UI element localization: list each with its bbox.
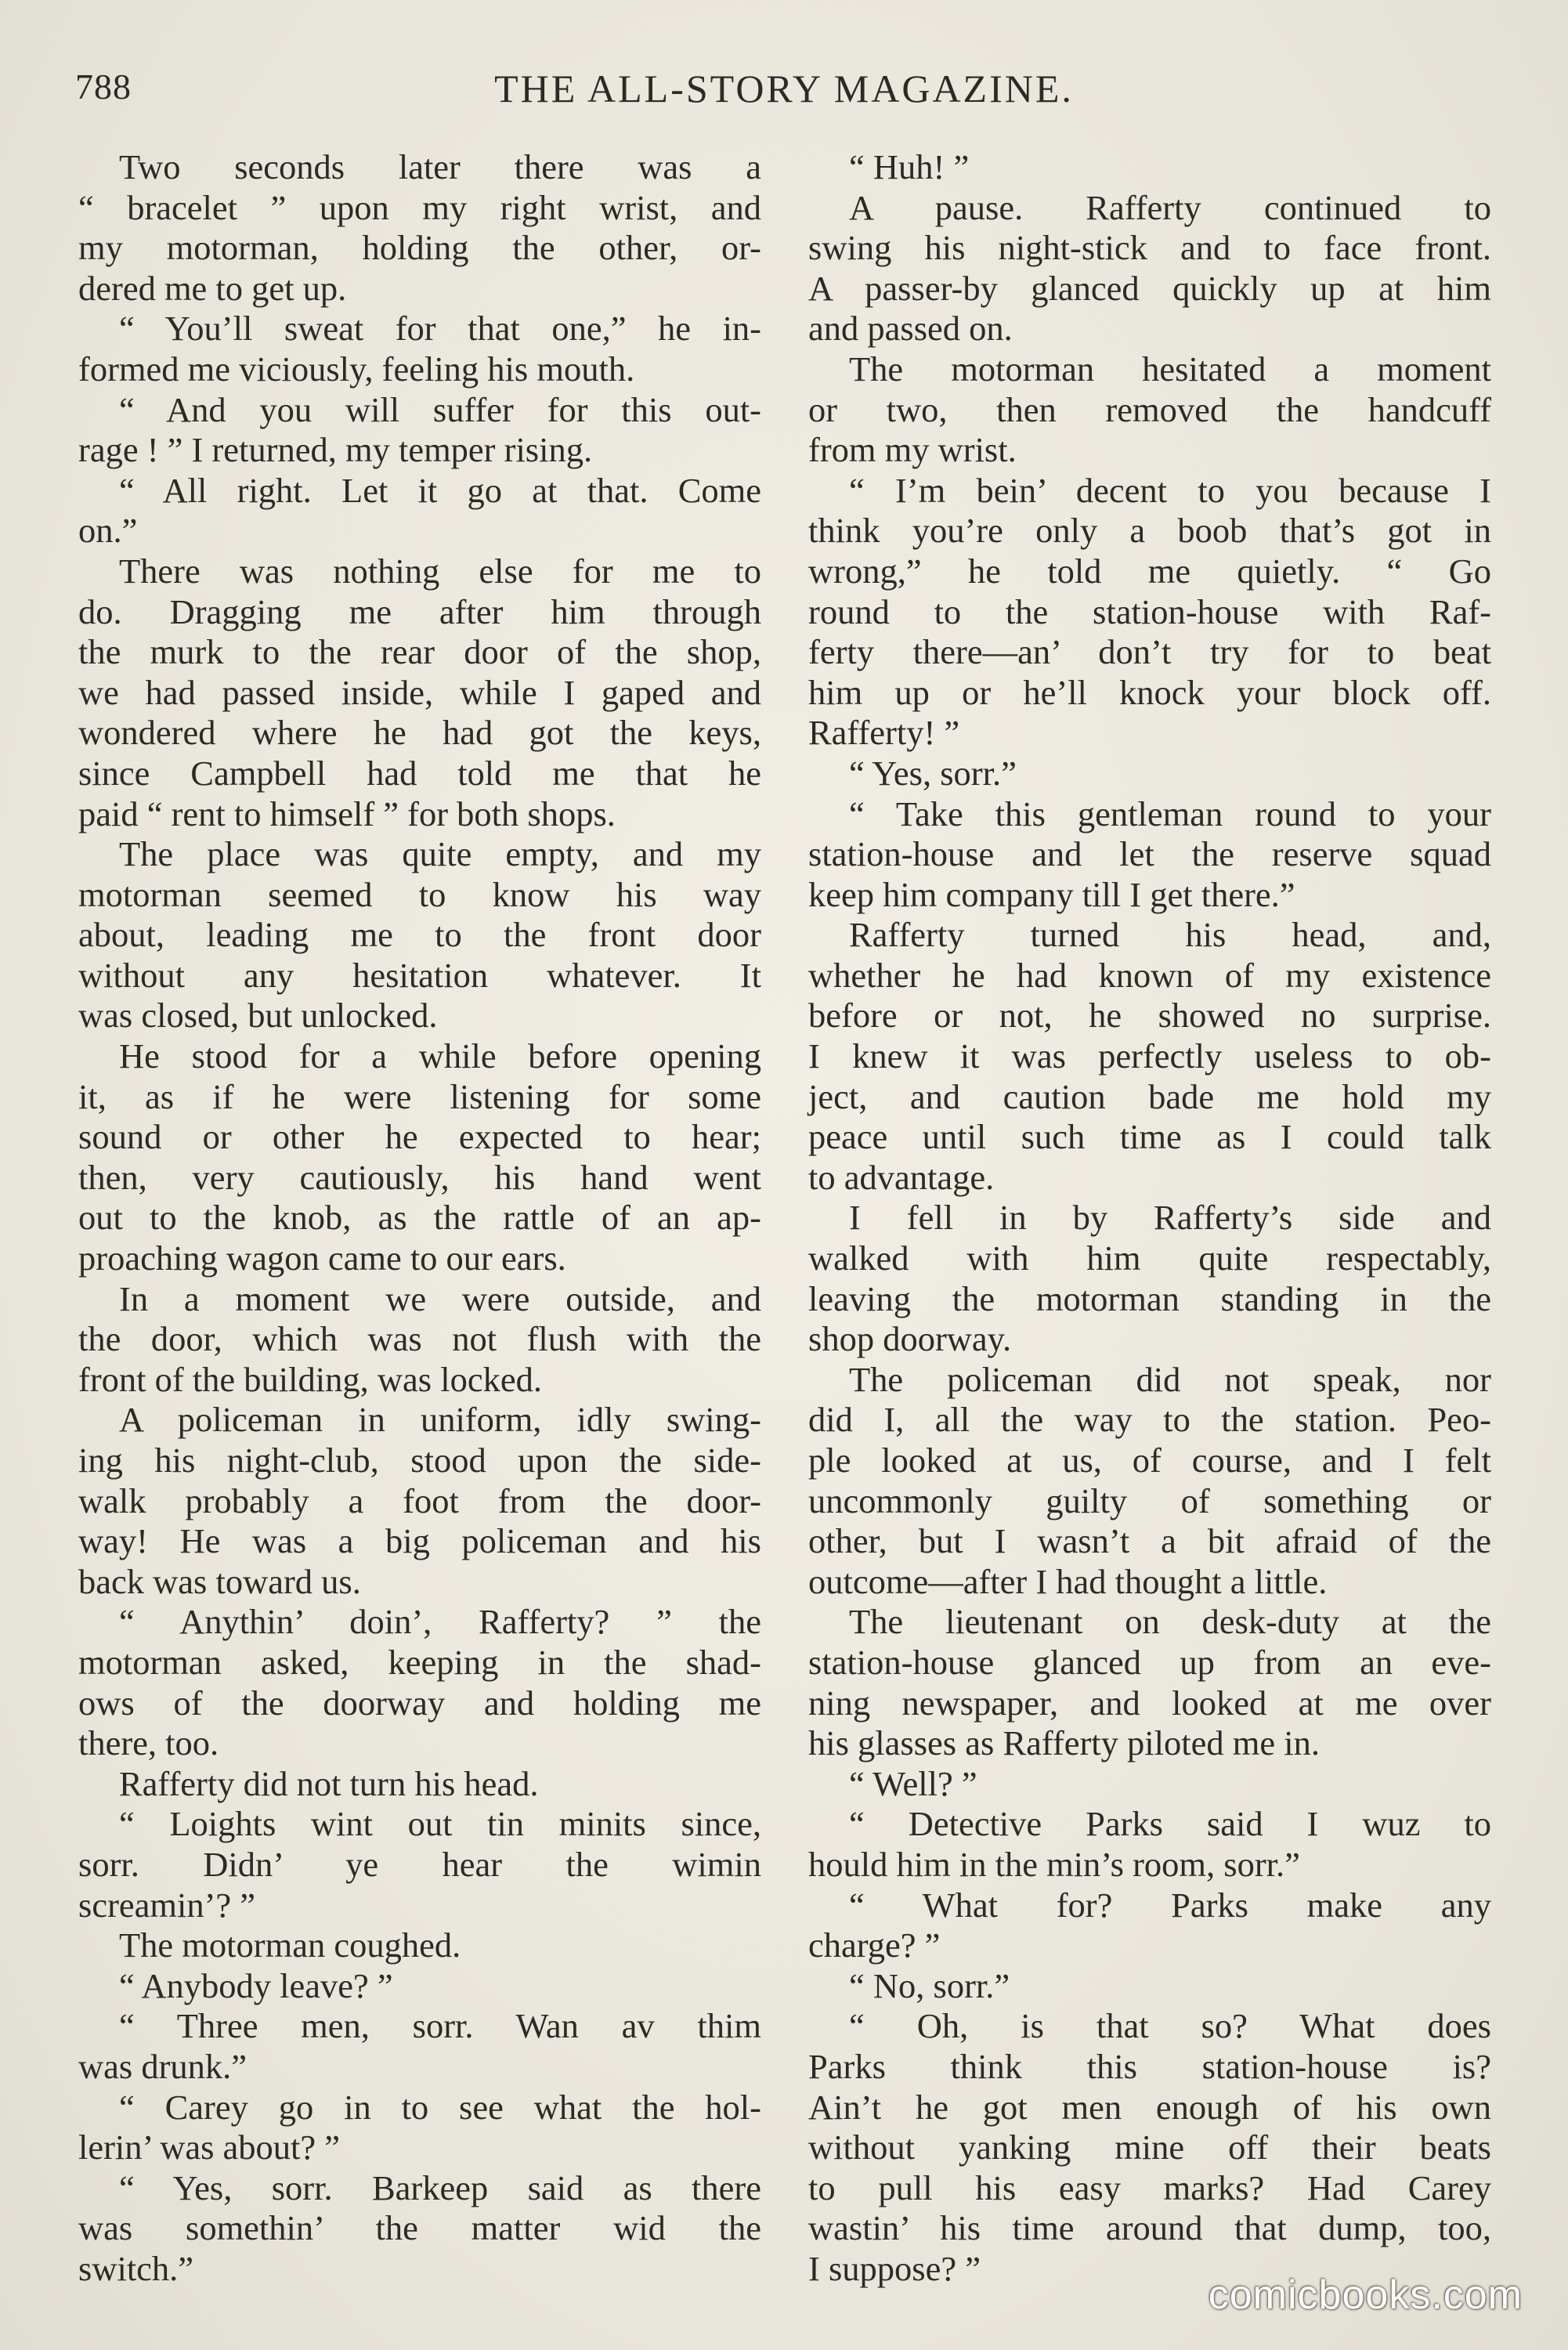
text-line: the murk to the rear door of the shop, [78,632,761,672]
text-line: about, leading me to the front door [78,915,761,955]
text-line: and passed on. [808,309,1013,349]
text-line: formed me viciously, feeling his mouth. [78,349,635,389]
text-line: without any hesitation whatever. It [78,955,761,995]
text-line: Rafferty did not turn his head. [119,1763,539,1803]
text-line: “ Well? ” [849,1763,977,1803]
text-line: A policeman in uniform, idly swing- [119,1400,761,1440]
text-line: “ What for? Parks make any [849,1885,1491,1925]
text-line: I suppose? ” [808,2248,981,2288]
text-line: The motorman hesitated a moment [849,349,1491,389]
text-line: think you’re only a boob that’s got in [808,511,1491,551]
text-line: I knew it was perfectly useless to ob- [808,1036,1491,1076]
text-line: Parks think this station-house is? [808,2046,1491,2086]
text-line: his glasses as Rafferty piloted me in. [808,1723,1320,1763]
text-line: “ Huh! ” [849,147,970,186]
text-line: “ Take this gentleman round to your [849,794,1491,833]
text-line: wondered where he had got the keys, [78,713,761,753]
text-line: peace until such time as I could talk [808,1117,1491,1157]
text-line: The motorman coughed. [119,1925,461,1965]
text-line: “ Three men, sorr. Wan av thim [119,2006,761,2046]
text-line: hould him in the min’s room, sorr.” [808,1844,1300,1884]
text-line: ning newspaper, and looked at me over [808,1683,1491,1723]
text-line: it, as if he were listening for some [78,1076,761,1116]
text-line: proaching wagon came to our ears. [78,1238,566,1278]
text-line: Two seconds later there was a [119,147,761,186]
text-line: wrong,” he told me quietly. “ Go [808,551,1491,591]
text-line: leaving the motorman standing in the [808,1278,1491,1318]
text-line: out to the knob, as the rattle of an ap- [78,1198,761,1238]
text-line: “ Anybody leave? ” [119,1965,393,2005]
text-line: sorr. Didn’ ye hear the wimin [78,1844,761,1884]
text-line: The policeman did not speak, nor [849,1359,1491,1399]
page-header [75,66,1493,121]
text-line: charge? ” [808,1925,941,1965]
text-line: ple looked at us, of course, and I felt [808,1441,1491,1480]
text-line: motorman seemed to know his way [78,874,761,914]
text-line: station-house and let the reserve squad [808,834,1491,874]
right-text-column [808,147,1491,2289]
text-line: was closed, but unlocked. [78,996,438,1036]
text-line: or two, then removed the handcuff [808,389,1491,429]
text-line: switch.” [78,2248,194,2288]
text-line: swing his night-stick and to face front. [808,228,1491,268]
text-line: way! He was a big policeman and his [78,1521,761,1561]
text-line: on.” [78,511,138,551]
text-line: “ bracelet ” upon my right wrist, and [78,187,761,227]
text-line: station-house glanced up from an eve- [808,1642,1491,1682]
text-line: Rafferty turned his head, and, [849,915,1491,955]
text-line: shop doorway. [808,1319,1012,1359]
text-line: “ Loights wint out tin minits since, [119,1804,761,1844]
running-title: THE ALL-STORY MAGAZINE. [494,67,1074,110]
text-line: keep him company till I get there.” [808,874,1295,914]
text-line: lerin’ was about? ” [78,2128,341,2167]
text-line: He stood for a while before opening [119,1036,761,1076]
text-line: screamin’? ” [78,1885,256,1925]
text-line: before or not, he showed no surprise. [808,996,1491,1036]
text-line: ows of the doorway and holding me [78,1683,761,1723]
text-line: my motorman, holding the other, or- [78,228,761,268]
text-line: him up or he’ll knock your block off. [808,672,1491,712]
text-line: “ No, sorr.” [849,1965,1010,2005]
text-line: whether he had known of my existence [808,955,1491,995]
text-line: In a moment we were outside, and [119,1278,761,1318]
site-watermark: comicbooks.com [1208,2272,1523,2318]
text-line: sound or other he expected to hear; [78,1117,761,1157]
text-line: ing his night-club, stood upon the side- [78,1441,761,1480]
text-line: front of the building, was locked. [78,1359,542,1399]
text-line: outcome—after I had thought a little. [808,1561,1328,1601]
text-line: ject, and caution bade me hold my [808,1076,1491,1116]
text-line: ferty there—an’ don’t try for to beat [808,632,1491,672]
text-line: there, too. [78,1723,219,1763]
text-line: uncommonly guilty of something or [808,1480,1491,1520]
text-line: “ All right. Let it go at that. Come [119,470,761,510]
text-line: other, but I wasn’t a bit afraid of the [808,1521,1491,1561]
text-line: walk probably a foot from the door- [78,1480,761,1520]
text-line: “ And you will suffer for this out- [119,389,761,429]
text-line: Rafferty! ” [808,713,960,753]
text-line: “ Anythin’ doin’, Rafferty? ” the [119,1602,761,1642]
text-line: was somethin’ the matter wid the [78,2208,761,2248]
text-line: then, very cautiously, his hand went [78,1157,761,1197]
text-line: A pause. Rafferty continued to [849,187,1491,227]
text-line: A passer-by glanced quickly up at him [808,268,1491,308]
text-line: The lieutenant on desk-duty at the [849,1602,1491,1642]
text-line: I fell in by Rafferty’s side and [849,1198,1491,1238]
text-line: “ Yes, sorr.” [849,753,1017,793]
left-text-column [78,147,761,2289]
text-line: we had passed inside, while I gaped and [78,672,761,712]
text-line: from my wrist. [808,430,1017,470]
page-number: 788 [75,67,132,107]
text-line: rage ! ” I returned, my temper rising. [78,430,593,470]
text-line: since Campbell had told me that he [78,753,761,793]
text-line: was drunk.” [78,2046,247,2086]
text-line: back was toward us. [78,1561,361,1601]
text-line: the door, which was not flush with the [78,1319,761,1359]
text-line: paid “ rent to himself ” for both shops. [78,794,616,833]
text-line: do. Dragging me after him through [78,591,761,631]
text-line: walked with him quite respectably, [808,1238,1491,1278]
text-line: The place was quite empty, and my [119,834,761,874]
text-line: “ Carey go in to see what the hol- [119,2087,761,2127]
text-line: There was nothing else for me to [119,551,761,591]
text-line: to advantage. [808,1157,995,1197]
text-line: “ I’m bein’ decent to you because I [849,470,1491,510]
text-line: wastin’ his time around that dump, too, [808,2208,1491,2248]
text-line: to pull his easy marks? Had Carey [808,2167,1491,2207]
text-line: round to the station-house with Raf- [808,591,1491,631]
text-line: Ain’t he got men enough of his own [808,2087,1491,2127]
text-line: “ Oh, is that so? What does [849,2006,1491,2046]
text-line: dered me to get up. [78,268,347,308]
text-line: “ You’ll sweat for that one,” he in- [119,309,761,349]
text-line: did I, all the way to the station. Peo- [808,1400,1491,1440]
text-line: without yanking mine off their beats [808,2128,1491,2167]
text-line: motorman asked, keeping in the shad- [78,1642,761,1682]
text-line: “ Detective Parks said I wuz to [849,1804,1491,1844]
text-line: “ Yes, sorr. Barkeep said as there [119,2167,761,2207]
